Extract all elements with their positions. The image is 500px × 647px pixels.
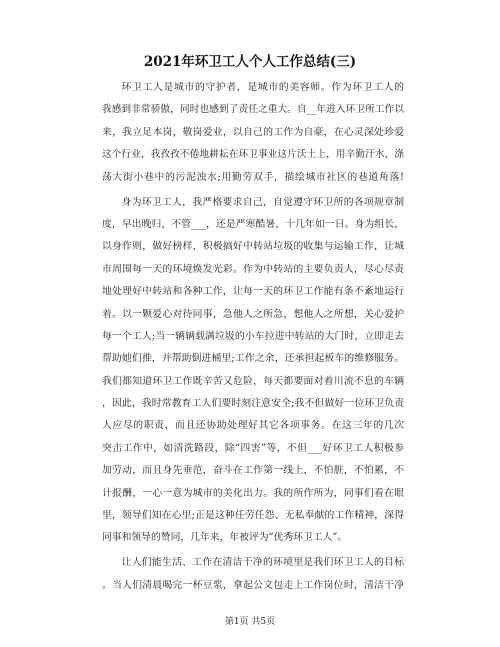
body-text-line: 环卫工人是城市的守护者，是城市的美容师。作为环卫工人的: [121, 82, 404, 93]
body-text-line: 我们都知道环卫工作既辛苦又危险，每天都要面对着川流不息的车辆: [102, 375, 404, 387]
paragraph: [102, 552, 404, 597]
page-footer: 第1页 共5页: [224, 617, 276, 627]
body-text-line: 突击工作中，如清洗路段，除“四害”等，不但___好环卫工人积极参: [102, 442, 404, 454]
body-text-line: 帮助她们推，并帮助倒进桶里;工作之余，还承担起板车的维修服务。: [102, 353, 404, 365]
paragraph: [102, 192, 404, 550]
body-text-line: 计报酬，一心一意为城市的美化出力。我的所作所为，同事们看在眼: [102, 487, 404, 499]
body-text-line: 荡大街小巷中的污泥浊水;用勤劳双手，描绘城市社区的巷道角落!: [102, 171, 404, 183]
body-text-line: 让人们能生活、工作在清洁干净的环境里是我们环卫工人的目标: [121, 557, 404, 569]
body-text-line: 着。以一颗爱心对待同事，急他人之所急，想他人之所想，关心爱护: [102, 308, 404, 320]
body-text-line: 地处理好中转站和各种工作，让每一天的环卫工作能有条不紊地运行: [102, 286, 404, 298]
body-text-line: 人应尽的职责，而且还协助处理好其它各项事务。在这三年的几次: [102, 420, 404, 432]
body-text-line: 度，早出晚归，不管___，还是严寒酷暑，十几年如一日。身为组长，: [102, 218, 404, 230]
body-text-line: 。当人们清晨喝完一杯豆浆，拿起公文包走上工作岗位时，清洁干净: [102, 579, 404, 591]
body-text-line: ，因此，我时常教育工人们要时刻注意安全;我不但做好一位环卫负责: [102, 398, 404, 410]
body-text-line: 里，领导们知在心里;正是这种任劳任怨、无私奉献的工作精神，深得: [102, 510, 404, 522]
body-text-line: 同事和领导的赞同，几年来，年被评为“优秀环卫工人”。: [102, 532, 348, 544]
document-title: 2021年环卫工人个人工作总结(三): [143, 54, 357, 70]
body-text-line: 这个行业，我孜孜不倦地耕耘在环卫事业这片沃土上，用辛勤汗水，涤: [102, 149, 404, 161]
document-body: [102, 77, 404, 600]
body-text-line: 我感到非常骄傲，同时也感到了责任之重大。自__年进入环卫所工作以: [102, 104, 404, 116]
body-text-line: 以身作则，做好榜样，积极搞好中转站垃圾的收集与运输工作，让城: [102, 241, 404, 253]
body-text-line: 身为环卫工人，我严格要求自己，自觉遵守环卫所的各项规章制: [121, 196, 404, 208]
body-text-line: 来，我立足本岗，敬岗爱业，以自己的工作为自豪，在心灵深处珍爱: [102, 126, 404, 138]
body-text-line: 加劳动，而且身先垂范，奋斗在工作第一线上，不怕脏，不怕累，不: [102, 465, 404, 477]
body-text-line: 市周围每一天的环境焕发光彩。作为中转站的主要负责人，尽心尽责: [102, 263, 404, 275]
body-text-line: 每一个工人;当一辆辆载满垃圾的小车拉进中转站的大门时，立即走去: [102, 330, 404, 342]
paragraph: [102, 77, 404, 189]
